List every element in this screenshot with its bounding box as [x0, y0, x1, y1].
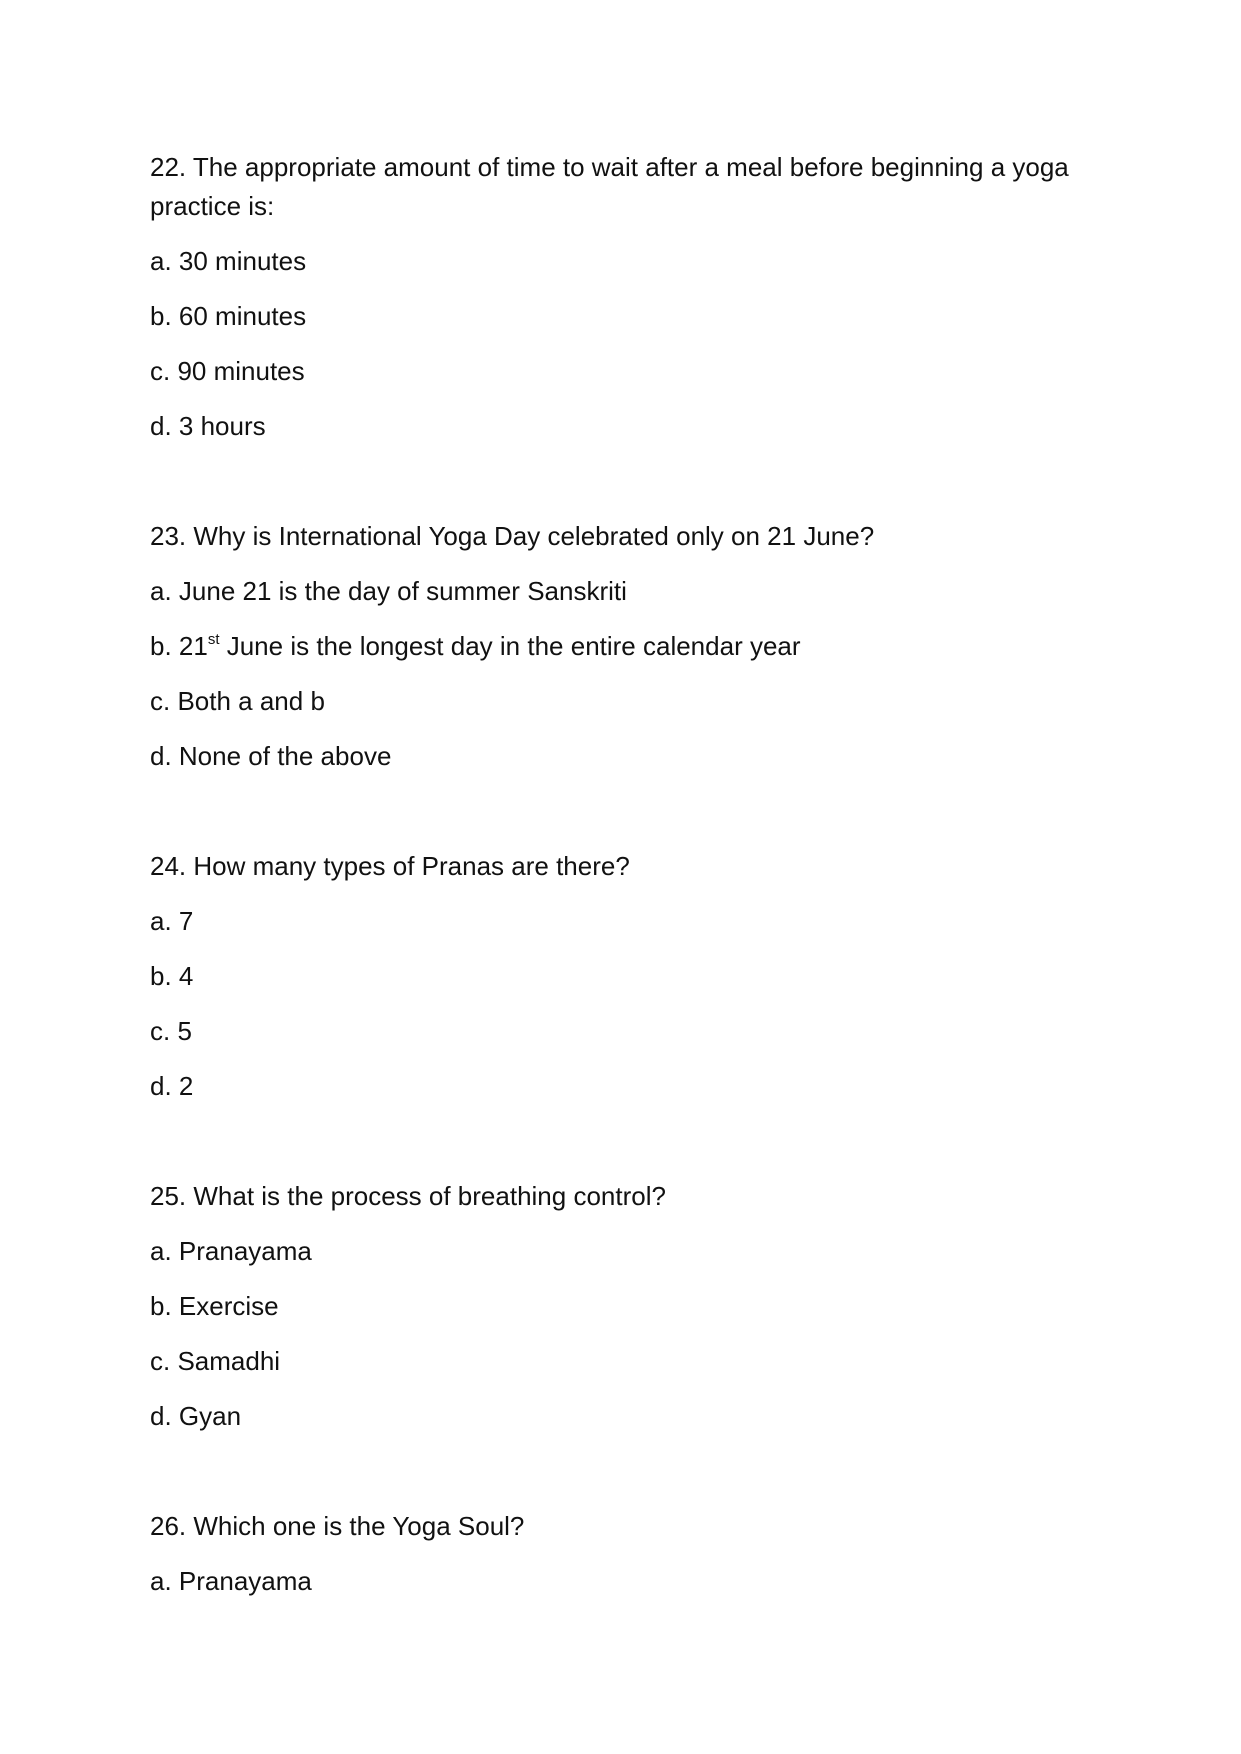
question-list: [150, 148, 1070, 1672]
option-text-end: June is the longest day in the entire calendar year: [219, 631, 801, 661]
answer-option: d. 2: [150, 1071, 194, 1101]
answer-option: d. None of the above: [150, 741, 392, 771]
answer-option: d. Gyan: [150, 1401, 242, 1431]
answer-option: b. 60 minutes: [150, 301, 307, 331]
question-25: [150, 1177, 1070, 1436]
question-text: 23. Why is International Yoga Day celebrated only on 21 June?: [150, 521, 875, 551]
question-26: [150, 1507, 1070, 1601]
answer-option: c. Samadhi: [150, 1346, 281, 1376]
question-text: 22. The appropriate amount of time to wait after a meal before beginning a yoga practice is:: [150, 152, 1069, 221]
option-text-start: b. 21: [150, 631, 208, 661]
answer-option: c. 5: [150, 1016, 192, 1046]
answer-option: a. 30 minutes: [150, 246, 307, 276]
ordinal-superscript: st: [207, 631, 220, 648]
answer-option: [150, 627, 1070, 666]
answer-option: c. Both a and b: [150, 686, 325, 716]
answer-option: a. 7: [150, 906, 194, 936]
question-24: [150, 847, 1070, 1106]
question-23: [150, 517, 1070, 776]
question-text: 26. Which one is the Yoga Soul?: [150, 1511, 525, 1541]
answer-option: c. 90 minutes: [150, 356, 305, 386]
answer-option: b. 4: [150, 961, 194, 991]
question-22: [150, 148, 1070, 446]
answer-option: a. Pranayama: [150, 1236, 312, 1266]
answer-option: a. Pranayama: [150, 1566, 312, 1596]
question-text: 25. What is the process of breathing control?: [150, 1181, 666, 1211]
answer-option: d. 3 hours: [150, 411, 266, 441]
answer-option: b. Exercise: [150, 1291, 279, 1321]
question-text: 24. How many types of Pranas are there?: [150, 851, 630, 881]
answer-option: a. June 21 is the day of summer Sanskriti: [150, 576, 627, 606]
